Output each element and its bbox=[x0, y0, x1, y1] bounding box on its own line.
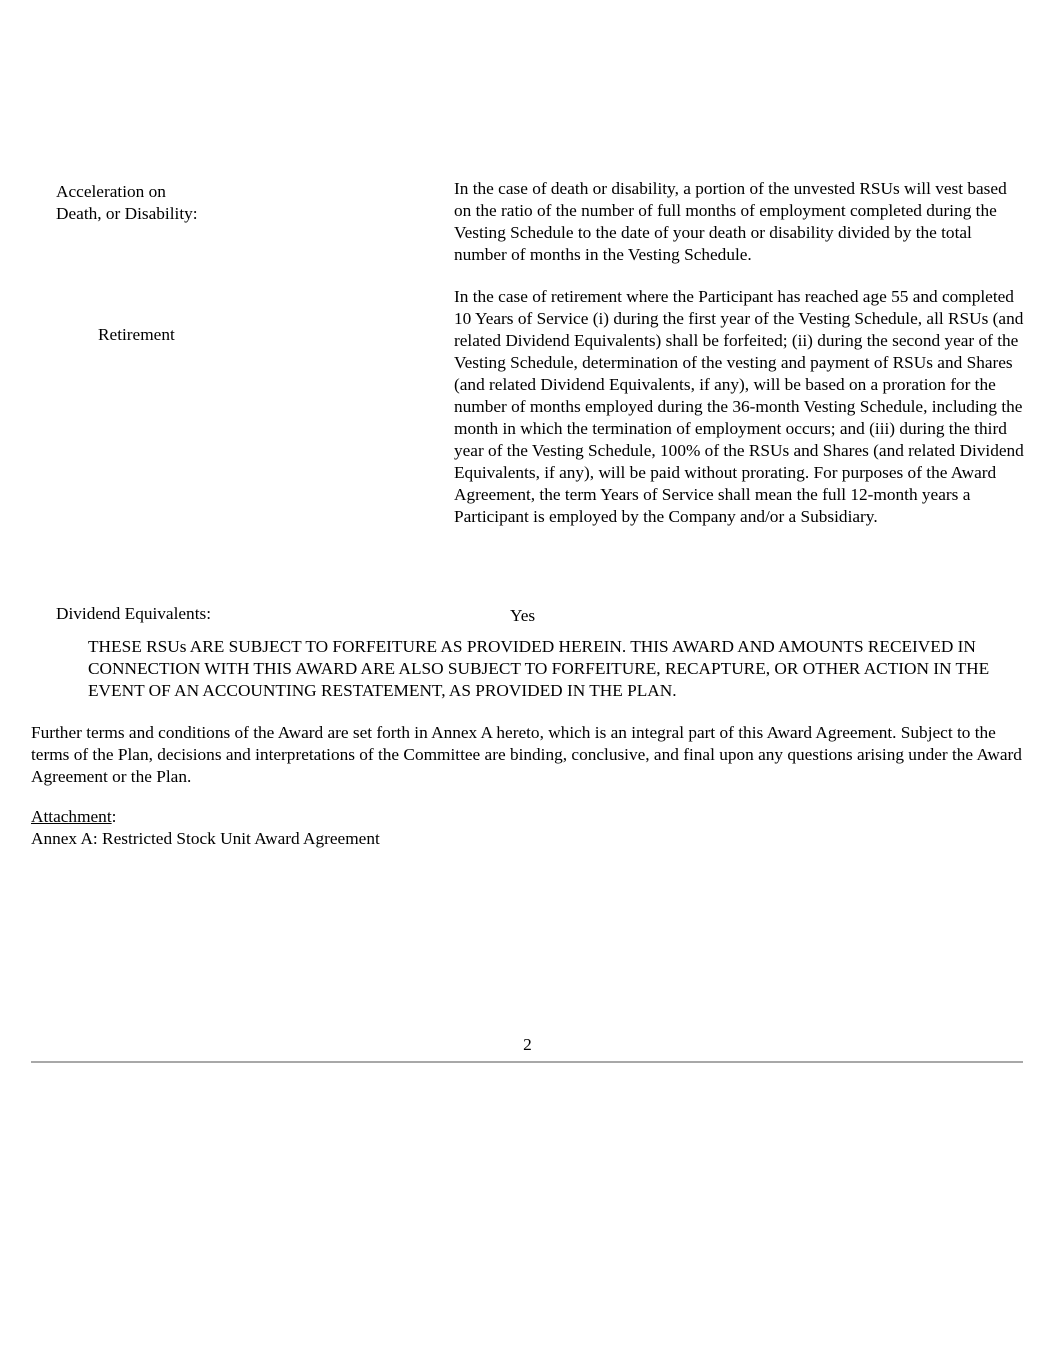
page-divider bbox=[31, 1061, 1023, 1063]
dividend-equivalents-label: Dividend Equivalents: bbox=[56, 604, 212, 623]
forfeiture-notice: THESE RSUs ARE SUBJECT TO FORFEITURE AS PROVIDED HEREIN. THIS AWARD AND AMOUNTS RECEIVED IN CONNECTION WITH THIS AWARD ARE ALSO SUBJECT TO FORFEITURE, RECAPTURE, OR OTHER ACTION IN THE EVENT OF AN ACCOUNTING RESTATEMENT, AS PROVIDED IN THE PLAN. bbox=[88, 637, 990, 700]
attachment-colon: : bbox=[111, 807, 117, 826]
attachment-label: Attachment bbox=[31, 807, 112, 826]
page-number: 2 bbox=[523, 1035, 532, 1054]
acceleration-label-line1: Acceleration on bbox=[56, 182, 166, 201]
retirement-label: Retirement bbox=[98, 325, 175, 344]
retirement-text: In the case of retirement where the Participant has reached age 55 and completed 10 Years of Service (i) during the first year of the Vesting Schedule, all RSUs (and related Dividend Equivalents) shall be forfeited; (ii) during the second year of the Vesting Schedule, determination of the vesting and payment of RSUs and Shares (and related Dividend Equivalents, if any), will be based on a proration for the number of months employed during the 36-month Vesting Schedule, including the month in which the termination of employment occurs; and (iii) during the third year of the Vesting Schedule, 100% of the RSUs and Shares (and related Dividend Equivalents, if any), will be paid without prorating. For purposes of the Award Agreement, the term Years of Service shall mean the full 12-month years a Participant is employed by the Company and/or a Subsidiary. bbox=[454, 287, 1024, 526]
further-terms-paragraph: Further terms and conditions of the Award are set forth in Annex A hereto, which is an integral part of this Award Agreement. Subject to the terms of the Plan, decisions and interpretations of the Committee are binding, conclusive, and final upon any questions arising under the Award Agreement or the Plan. bbox=[31, 723, 1022, 786]
acceleration-label bbox=[56, 181, 356, 225]
acceleration-text: In the case of death or disability, a portion of the unvested RSUs will vest based on the ratio of the number of full months of employment completed during the Vesting Schedule to the date of your death or disability divided by the total number of months in the Vesting Schedule. bbox=[454, 179, 1007, 264]
acceleration-label-line2: Death, or Disability: bbox=[56, 204, 198, 223]
dividend-equivalents-value: Yes bbox=[510, 606, 536, 625]
attachment-heading bbox=[31, 806, 631, 828]
attachment-section bbox=[31, 806, 631, 850]
attachment-item: Annex A: Restricted Stock Unit Award Agreement bbox=[31, 829, 380, 848]
